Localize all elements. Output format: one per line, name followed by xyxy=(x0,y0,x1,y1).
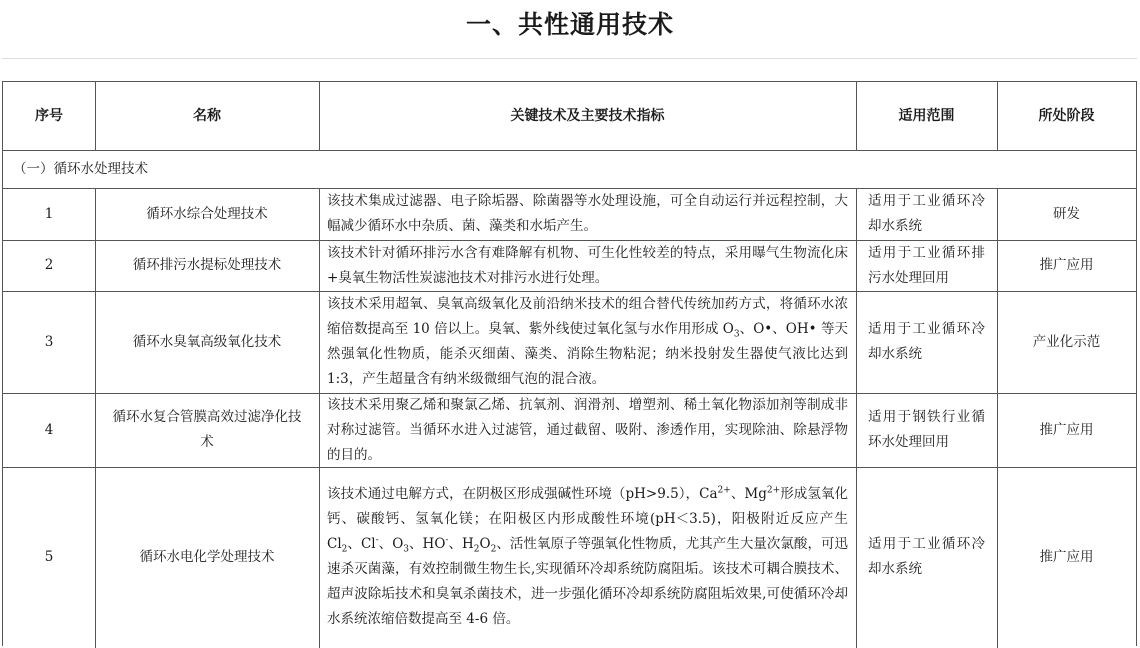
desc-text: O xyxy=(479,536,491,552)
header-name: 名称 xyxy=(193,107,221,124)
desc-text: 、O xyxy=(378,536,404,552)
subscript: 3 xyxy=(403,544,409,555)
desc-text: 形成氢氧化钙、碳酸钙、氢氧化镁；在阳极区内形成酸性环境(pH＜3.5)，阳极附近反应产生 Cl xyxy=(327,486,849,552)
row-stage: 产业化示范 xyxy=(1032,333,1101,350)
row-scope: 适用于钢铁行业循环水处理回用 xyxy=(868,409,985,450)
row-name: 循环排污水提标处理技术 xyxy=(132,257,282,273)
row-stage: 推广应用 xyxy=(1039,421,1094,438)
row-desc: 该技术采用聚乙烯和聚氯乙烯、抗氧剂、润滑剂、增塑剂、稀土氧化物添加剂等制成非对称过滤管。当循环水进入过滤管，通过截留、吸附、渗透作用，实现除油、除悬浮物的目的。 xyxy=(327,396,848,463)
desc-text: 、HO xyxy=(409,536,446,552)
header-stage: 所处阶段 xyxy=(1038,107,1095,124)
superscript: - xyxy=(375,535,379,546)
row-index: 3 xyxy=(44,333,54,350)
row-scope: 适用于工业循环排污水处理回用 xyxy=(868,244,985,286)
row-desc: 该技术针对循环排污水含有难降解有机物、可生化性较差的特点，采用曝气生物流化床+臭氧生物活性炭滤池技术对排污水进行处理。 xyxy=(327,244,848,286)
desc-text: 该技术采用超氧、臭氧高级氧化及前沿纳米技术的组合替代传统加药方式，将循环水浓缩倍数提高至 10 倍以上。臭氧、紫外线使过氧化氢与水作用形成 O xyxy=(327,296,848,337)
desc-text: 、活性氧原子等强氧化性物质，尤其产生大量次氯酸，可迅速杀灭菌藻，有效控制微生物生长,实现循环冷却系统防腐阻垢。该技术可耦合膜技术、超声波除垢技术和臭氧杀菌技术，进一步强化循环冷却系统防腐阻垢效果,可使循环冷却水系统浓缩倍数提高至 4-6 倍。 xyxy=(327,536,848,627)
desc-text: 该技术通过电解方式，在阴极区形成强碱性环境（pH>9.5），Ca xyxy=(327,486,718,502)
subscript: 2 xyxy=(341,544,348,555)
row-stage: 研发 xyxy=(1053,205,1080,222)
row-name: 循环水综合处理技术 xyxy=(146,205,268,222)
row-index: 1 xyxy=(44,205,54,222)
subscript: 2 xyxy=(490,544,497,555)
header-index: 序号 xyxy=(35,107,63,124)
row-index: 2 xyxy=(44,257,54,273)
desc-text: 、O•、OH• 等天然强氧化性物质，能杀灭细菌、藻类、消除生物粘泥；纳米投射发生器使气液比达到 1:3，产生超量含有纳米级微细气泡的混合液。 xyxy=(327,321,848,387)
row-scope: 适用于工业循环冷却水系统 xyxy=(868,321,985,362)
row-index: 5 xyxy=(44,548,54,565)
tech-table xyxy=(2,81,1137,646)
page-title: 一、共性通用技术 xyxy=(465,10,674,39)
row-stage: 推广应用 xyxy=(1039,257,1094,273)
desc-text: 、Cl xyxy=(347,536,376,552)
row-desc: 该技术集成过滤器、电子除垢器、除菌器等水处理设施，可全自动运行并远程控制，大幅减少循环水中杂质、菌、藻类和水垢产生。 xyxy=(327,193,848,234)
desc-text: 、Mg xyxy=(730,486,767,502)
header-scope: 适用范围 xyxy=(898,107,955,124)
subscript: 3 xyxy=(733,329,740,340)
row-desc xyxy=(319,467,856,647)
divider xyxy=(2,58,1137,59)
superscript: - xyxy=(445,535,449,546)
row-scope: 适用于工业循环冷却水系统 xyxy=(868,536,985,577)
header-key-tech: 关键技术及主要技术指标 xyxy=(510,107,665,124)
row-desc xyxy=(319,291,856,393)
row-name: 循环水复合管膜高效过滤净化技术 xyxy=(112,409,302,450)
row-name: 循环水臭氧高级氧化技术 xyxy=(132,333,282,350)
superscript: 2+ xyxy=(766,485,781,496)
row-index: 4 xyxy=(44,421,54,438)
row-stage: 推广应用 xyxy=(1039,548,1094,565)
section-title: （一）循环水处理技术 xyxy=(13,160,148,177)
desc-text: 、H xyxy=(448,536,474,552)
subscript: 2 xyxy=(473,544,480,555)
superscript: 2+ xyxy=(717,485,731,496)
row-scope: 适用于工业循环冷却水系统 xyxy=(868,193,985,234)
row-name: 循环水电化学处理技术 xyxy=(139,548,275,565)
